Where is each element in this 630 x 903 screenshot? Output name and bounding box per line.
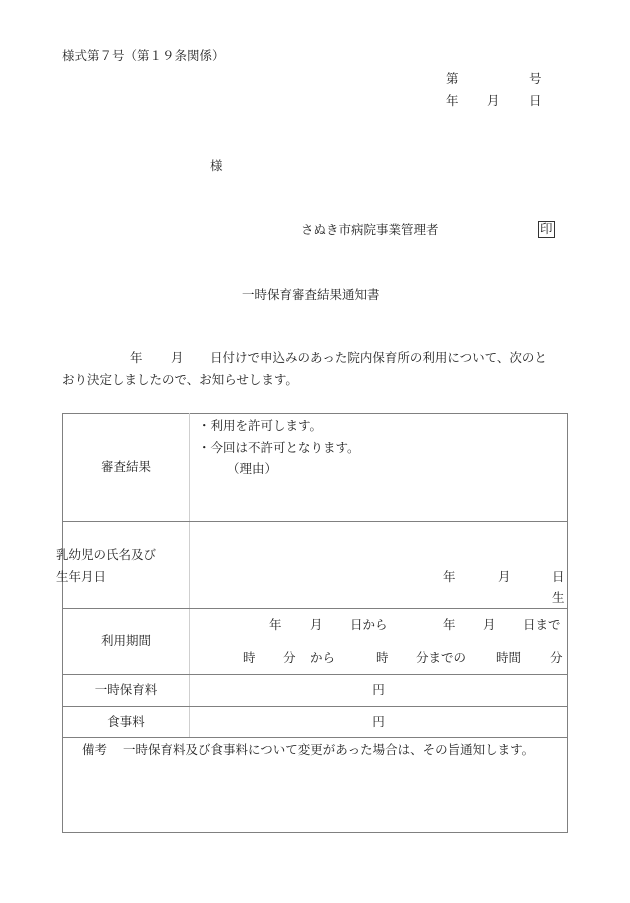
period-end-year: 年	[443, 617, 456, 632]
child-label	[56, 522, 190, 609]
period-label: 利用期間	[63, 609, 190, 675]
time-start-minute: 分	[283, 650, 296, 665]
result-label: 審査結果	[63, 414, 190, 522]
period-start-day: 日から	[350, 617, 388, 632]
meal-label: 食事料	[63, 707, 190, 738]
row-fee	[63, 675, 568, 707]
time-from: から	[310, 650, 336, 665]
birth-suffix: 生	[552, 590, 565, 605]
option-approved: ・利用を許可します。	[198, 418, 323, 433]
intro-year: 年	[130, 350, 143, 365]
doc-number-suffix: 号	[529, 71, 542, 86]
remarks-text: 一時保育料及び食事料について変更があった場合は、その旨通知します。	[123, 742, 535, 757]
addressee-suffix: 様	[210, 158, 223, 173]
duration-minutes: 分	[550, 650, 563, 665]
birth-year: 年	[443, 569, 456, 584]
period-content	[190, 609, 568, 675]
remarks-label: 備考	[82, 742, 108, 757]
duration-hours: 時間	[496, 650, 522, 665]
period-start-month: 月	[310, 617, 323, 632]
doc-number-prefix: 第	[446, 71, 459, 86]
fee-label: 一時保育料	[63, 675, 190, 707]
date-year: 年	[446, 93, 459, 108]
birth-month: 月	[498, 569, 511, 584]
fee-unit: 円	[190, 675, 568, 707]
form-number: 様式第７号（第１９条関係）	[62, 48, 225, 63]
row-child	[63, 522, 568, 609]
row-period	[63, 609, 568, 675]
row-remarks	[63, 738, 568, 833]
period-end-month: 月	[483, 617, 496, 632]
remarks-cell	[63, 738, 568, 833]
child-content	[190, 522, 568, 609]
option-denied: ・今回は不許可となります。	[198, 440, 360, 455]
time-end-hour: 時	[376, 650, 389, 665]
document-title: 一時保育審査結果通知書	[242, 287, 380, 302]
date-day: 日	[529, 93, 542, 108]
child-label-line2: 生年月日	[56, 569, 107, 584]
time-end-minute: 分までの	[416, 650, 467, 665]
period-end-day: 日まで	[523, 617, 561, 632]
time-start-hour: 時	[243, 650, 256, 665]
issuer-name: さぬき市病院事業管理者	[301, 222, 439, 237]
meal-unit: 円	[190, 707, 568, 738]
intro-line2: おり決定しましたので、お知らせします。	[62, 372, 298, 387]
seal-mark: 印	[540, 221, 553, 236]
result-content	[190, 414, 568, 522]
reason-label: （理由）	[227, 461, 278, 476]
result-table	[56, 413, 568, 833]
child-label-line1: 乳幼児の氏名及び	[56, 547, 157, 562]
period-start-year: 年	[269, 617, 282, 632]
date-month: 月	[487, 93, 500, 108]
intro-month: 月	[171, 350, 184, 365]
row-meal	[63, 707, 568, 738]
intro-line1: 日付けで申込みのあった院内保育所の利用について、次のと	[210, 350, 547, 365]
row-result	[63, 414, 568, 522]
birth-day: 日	[552, 569, 565, 584]
